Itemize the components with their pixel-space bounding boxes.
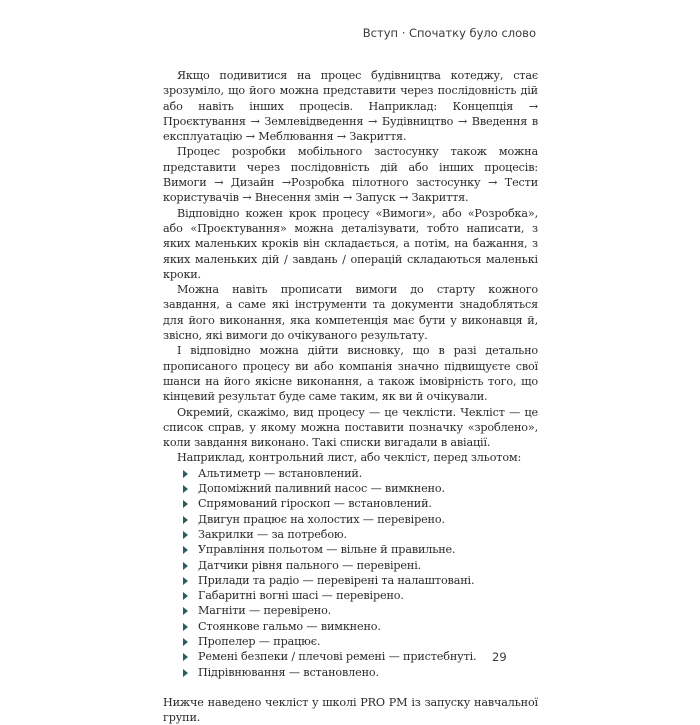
checklist-item: Магніти — перевірено. xyxy=(163,603,538,618)
triangle-bullet-icon xyxy=(183,516,188,524)
paragraph: Можна навіть прописати вимоги до старту кожного завдання, а саме які інструменти та документи знадобляться для його виконання, яка компетенція має бути у виконавця й, звісно, які вимоги до очікуваного результату. xyxy=(163,283,538,343)
checklist-item: Ремені безпеки / плечові ремені — пристебнуті. xyxy=(163,649,538,664)
checklist-intro: Наприклад, контрольний лист, або чекліст, перед зльотом: xyxy=(177,451,522,465)
page-body xyxy=(163,68,538,725)
checklist-item: Прилади та радіо — перевірені та налаштовані. xyxy=(163,573,538,588)
checklist-item: Пропелер — працює. xyxy=(163,634,538,649)
triangle-bullet-icon xyxy=(183,500,188,508)
checklist-item: Управління польотом — вільне й правильне. xyxy=(163,542,538,557)
checklist-item: Датчики рівня пального — перевірені. xyxy=(163,558,538,573)
checklist-item: Допоміжний паливний насос — вимкнено. xyxy=(163,481,538,496)
triangle-bullet-icon xyxy=(183,470,188,478)
triangle-bullet-icon xyxy=(183,577,188,585)
triangle-bullet-icon xyxy=(183,607,188,615)
checklist-item: Закрилки — за потребою. xyxy=(163,527,538,542)
paragraph: Процес розробки мобільного застосунку також можна представити через послідовність дій або інших процесів: Вимоги → Дизайн →Розробка пілотного застосунку → Тести користувачів → Внесення змін → Запуск → Закриття. xyxy=(163,145,538,205)
closing-paragraph: Нижче наведено чекліст у школі PRO PM із запуску навчальної групи. xyxy=(163,695,538,725)
triangle-bullet-icon xyxy=(183,485,188,493)
checklist-item: Альтиметр — встановлений. xyxy=(163,466,538,481)
checklist-item: Підрівнювання — встановлено. xyxy=(163,665,538,680)
triangle-bullet-icon xyxy=(183,562,188,570)
checklist-item: Спрямований гіроскоп — встановлений. xyxy=(163,496,538,511)
triangle-bullet-icon xyxy=(183,592,188,600)
running-head: Вступ · Спочатку було слово xyxy=(362,26,536,40)
triangle-bullet-icon xyxy=(183,531,188,539)
page-number: 29 xyxy=(492,650,507,664)
triangle-bullet-icon xyxy=(183,653,188,661)
paragraph: І відповідно можна дійти висновку, що в разі детально прописаного процесу ви або компанія значно підвищуєте свої шанси на його якісне виконання, а також імовірність того, що кінцевий результат буде саме таким, як ви й очікували. xyxy=(163,344,538,404)
checklist-item: Габаритні вогні шасі — перевірено. xyxy=(163,588,538,603)
paragraph: Окремий, скажімо, вид процесу — це чекліcти. Чекліст — це список справ, у якому можна поставити позначку «зроблено», коли завдання виконано. Такі списки вигадали в авіації. xyxy=(163,405,538,450)
checklist-item: Двигун працює на холостих — перевірено. xyxy=(163,512,538,527)
paragraph: Відповідно кожен крок процесу «Вимоги», або «Розробка», або «Проєктування» можна деталізувати, тобто написати, з яких маленьких кроків він складається, а потім, на бажання, з яких маленьких дій / завдань / операцій складаються маленькі кроки. xyxy=(163,206,538,281)
checklist-item: Стоянкове гальмо — вимкнено. xyxy=(163,619,538,634)
triangle-bullet-icon xyxy=(183,638,188,646)
triangle-bullet-icon xyxy=(183,623,188,631)
preflight-checklist xyxy=(163,466,538,680)
triangle-bullet-icon xyxy=(183,546,188,554)
triangle-bullet-icon xyxy=(183,669,188,677)
paragraph: Якщо подивитися на процес будівництва котеджу, стає зрозуміло, що його можна представити через послідовність дій або навіть інших процесів. Наприклад: Концепція → Проєктування → Землевідведення → Будівництво → Введення в експлуатацію → Меблювання → Закриття. xyxy=(163,69,538,144)
